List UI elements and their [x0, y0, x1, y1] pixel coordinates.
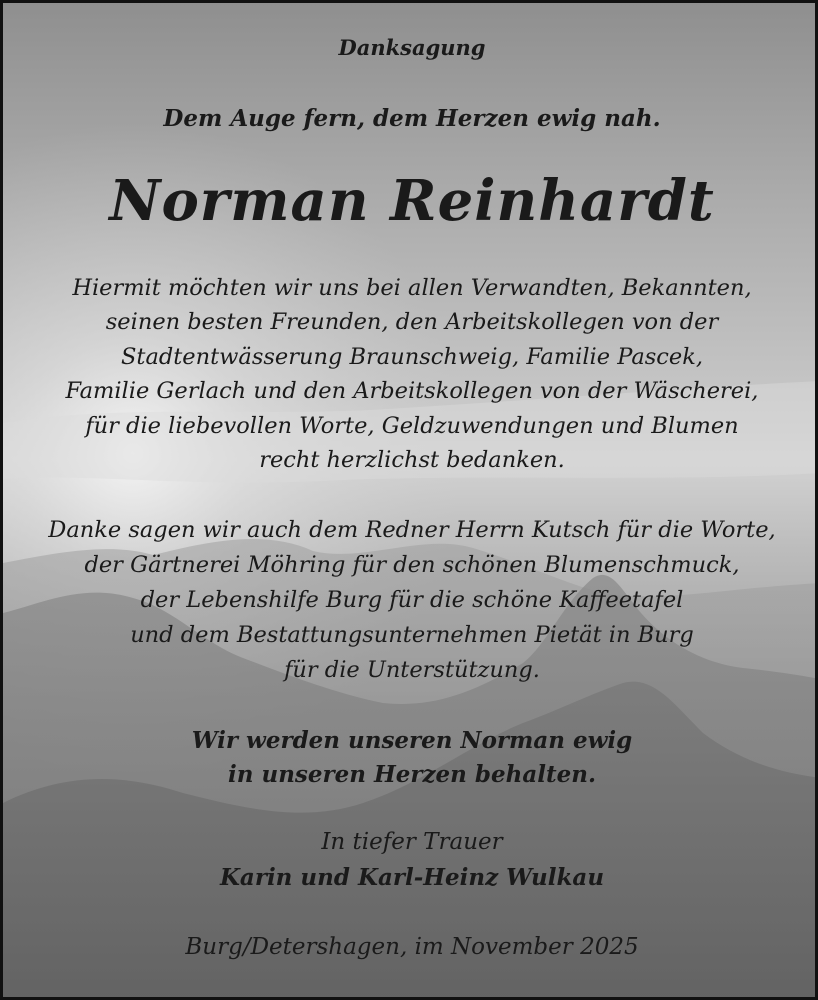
thanks-line: Familie Gerlach und den Arbeitskollegen von der Wäscherei,	[65, 378, 759, 404]
thanks-line: recht herzlichst bedanken.	[259, 447, 565, 473]
thanks-line: für die liebevollen Worte, Geldzuwendungen und Blumen	[85, 413, 739, 439]
thanks-line: und dem Bestattungsunternehmen Pietät in Burg	[130, 622, 694, 648]
place-and-date: Burg/Detershagen, im November 2025	[185, 934, 639, 960]
thanks-line: Hiermit möchten wir uns bei allen Verwandten, Bekannten,	[72, 275, 752, 301]
closing-line: in unseren Herzen behalten.	[228, 761, 596, 788]
thanks-line: für die Unterstützung.	[284, 657, 540, 683]
thanks-line: Stadtentwässerung Braunschweig, Familie Pascek,	[120, 344, 704, 370]
notice-motto: Dem Auge fern, dem Herzen ewig nah.	[163, 105, 661, 132]
thanks-line: seinen besten Freunden, den Arbeitskollegen von der	[105, 309, 719, 335]
mourning-label: In tiefer Trauer	[321, 829, 503, 855]
thanks-line: der Gärtnerei Möhring für den schönen Blumenschmuck,	[84, 552, 740, 578]
thanks-line: Danke sagen wir auch dem Redner Herrn Kutsch für die Worte,	[48, 517, 776, 543]
notice-heading: Danksagung	[338, 35, 486, 60]
closing-line: Wir werden unseren Norman ewig	[191, 727, 633, 754]
deceased-name: Norman Reinhardt	[109, 168, 715, 234]
signatories: Karin und Karl-Heinz Wulkau	[219, 864, 605, 891]
thanks-line: der Lebenshilfe Burg für die schöne Kaffeetafel	[140, 587, 684, 613]
